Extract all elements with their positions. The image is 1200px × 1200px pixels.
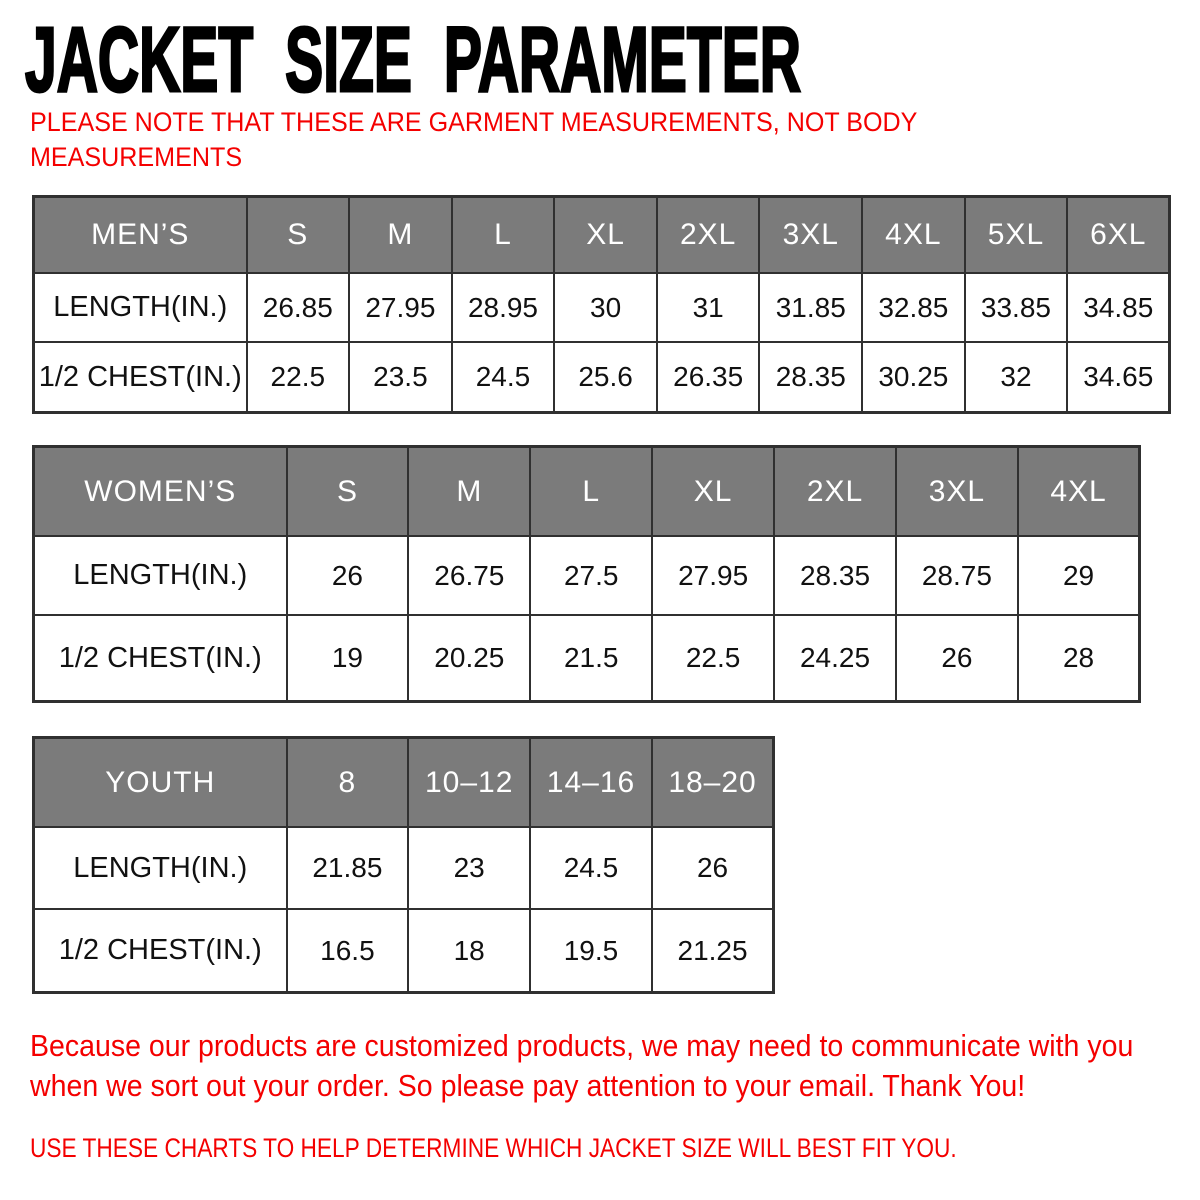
size-header-cell: M xyxy=(349,197,452,274)
womens-size-table xyxy=(32,445,1141,703)
size-header-cell: L xyxy=(530,447,652,537)
womens-category-header-cell: WOMEN’S xyxy=(34,447,287,537)
youth-size-table xyxy=(32,736,775,994)
size-value-cell: 27.95 xyxy=(652,536,774,615)
size-value-cell: 26.35 xyxy=(657,342,760,413)
size-value-cell: 32 xyxy=(965,342,1068,413)
size-value-cell: 30 xyxy=(554,273,657,342)
size-value-cell: 21.25 xyxy=(652,909,774,993)
size-value-cell: 24.5 xyxy=(452,342,555,413)
size-header-cell: 2XL xyxy=(657,197,760,274)
size-header-cell: 4XL xyxy=(1018,447,1140,537)
size-header-cell: 14–16 xyxy=(530,738,652,828)
size-header-cell: M xyxy=(408,447,530,537)
size-value-cell: 26.85 xyxy=(247,273,350,342)
size-value-cell: 26 xyxy=(287,536,409,615)
size-header-cell: S xyxy=(287,447,409,537)
row-label-cell: LENGTH(IN.) xyxy=(34,536,287,615)
size-value-cell: 19 xyxy=(287,615,409,702)
youth-category-header-cell: YOUTH xyxy=(34,738,287,828)
table-row xyxy=(34,909,774,993)
size-value-cell: 22.5 xyxy=(247,342,350,413)
table-header-row xyxy=(34,447,1140,537)
size-header-cell: 10–12 xyxy=(408,738,530,828)
size-header-cell: L xyxy=(452,197,555,274)
size-value-cell: 32.85 xyxy=(862,273,965,342)
size-value-cell: 22.5 xyxy=(652,615,774,702)
size-value-cell: 28.95 xyxy=(452,273,555,342)
row-label-cell: LENGTH(IN.) xyxy=(34,273,247,342)
size-value-cell: 28.35 xyxy=(759,342,862,413)
size-header-cell: 18–20 xyxy=(652,738,774,828)
size-value-cell: 26 xyxy=(652,827,774,909)
size-value-cell: 26 xyxy=(896,615,1018,702)
row-label-cell: 1/2 CHEST(IN.) xyxy=(34,342,247,413)
size-header-cell: 5XL xyxy=(965,197,1068,274)
size-value-cell: 34.85 xyxy=(1067,273,1170,342)
mens-size-table xyxy=(32,195,1171,414)
size-value-cell: 27.5 xyxy=(530,536,652,615)
size-value-cell: 24.5 xyxy=(530,827,652,909)
size-value-cell: 26.75 xyxy=(408,536,530,615)
mens-category-header-cell: MEN’S xyxy=(34,197,247,274)
size-header-cell: 3XL xyxy=(759,197,862,274)
customized-products-note: Because our products are customized products, we may need to communicate with you when we sort out your order. So please pay attention to your email. Thank You! xyxy=(30,1028,1134,1103)
size-value-cell: 28.75 xyxy=(896,536,1018,615)
row-label-cell: LENGTH(IN.) xyxy=(34,827,287,909)
size-value-cell: 21.85 xyxy=(287,827,409,909)
size-value-cell: 31 xyxy=(657,273,760,342)
size-header-cell: 2XL xyxy=(774,447,896,537)
size-header-cell: 3XL xyxy=(896,447,1018,537)
table-header-row xyxy=(34,197,1170,274)
table-row xyxy=(34,273,1170,342)
size-header-cell: XL xyxy=(554,197,657,274)
page-title: JACKET SIZE PARAMETER xyxy=(25,9,801,111)
table-row xyxy=(34,342,1170,413)
size-value-cell: 23 xyxy=(408,827,530,909)
size-value-cell: 34.65 xyxy=(1067,342,1170,413)
table-row xyxy=(34,536,1140,615)
size-value-cell: 23.5 xyxy=(349,342,452,413)
table-header-row xyxy=(34,738,774,828)
size-value-cell: 29 xyxy=(1018,536,1140,615)
size-value-cell: 28.35 xyxy=(774,536,896,615)
size-value-cell: 27.95 xyxy=(349,273,452,342)
size-value-cell: 20.25 xyxy=(408,615,530,702)
garment-measurement-note: PLEASE NOTE THAT THESE ARE GARMENT MEASUREMENTS, NOT BODY MEASUREMENTS xyxy=(30,107,917,172)
table-row xyxy=(34,827,774,909)
size-value-cell: 16.5 xyxy=(287,909,409,993)
size-value-cell: 30.25 xyxy=(862,342,965,413)
size-value-cell: 24.25 xyxy=(774,615,896,702)
table-row xyxy=(34,615,1140,702)
size-value-cell: 28 xyxy=(1018,615,1140,702)
size-value-cell: 21.5 xyxy=(530,615,652,702)
size-value-cell: 18 xyxy=(408,909,530,993)
size-header-cell: 6XL xyxy=(1067,197,1170,274)
size-value-cell: 31.85 xyxy=(759,273,862,342)
size-header-cell: S xyxy=(247,197,350,274)
chart-usage-note: USE THESE CHARTS TO HELP DETERMINE WHICH JACKET SIZE WILL BEST FIT YOU. xyxy=(30,1133,957,1163)
row-label-cell: 1/2 CHEST(IN.) xyxy=(34,615,287,702)
size-value-cell: 33.85 xyxy=(965,273,1068,342)
size-header-cell: 4XL xyxy=(862,197,965,274)
row-label-cell: 1/2 CHEST(IN.) xyxy=(34,909,287,993)
size-header-cell: XL xyxy=(652,447,774,537)
size-value-cell: 25.6 xyxy=(554,342,657,413)
size-value-cell: 19.5 xyxy=(530,909,652,993)
size-header-cell: 8 xyxy=(287,738,409,828)
